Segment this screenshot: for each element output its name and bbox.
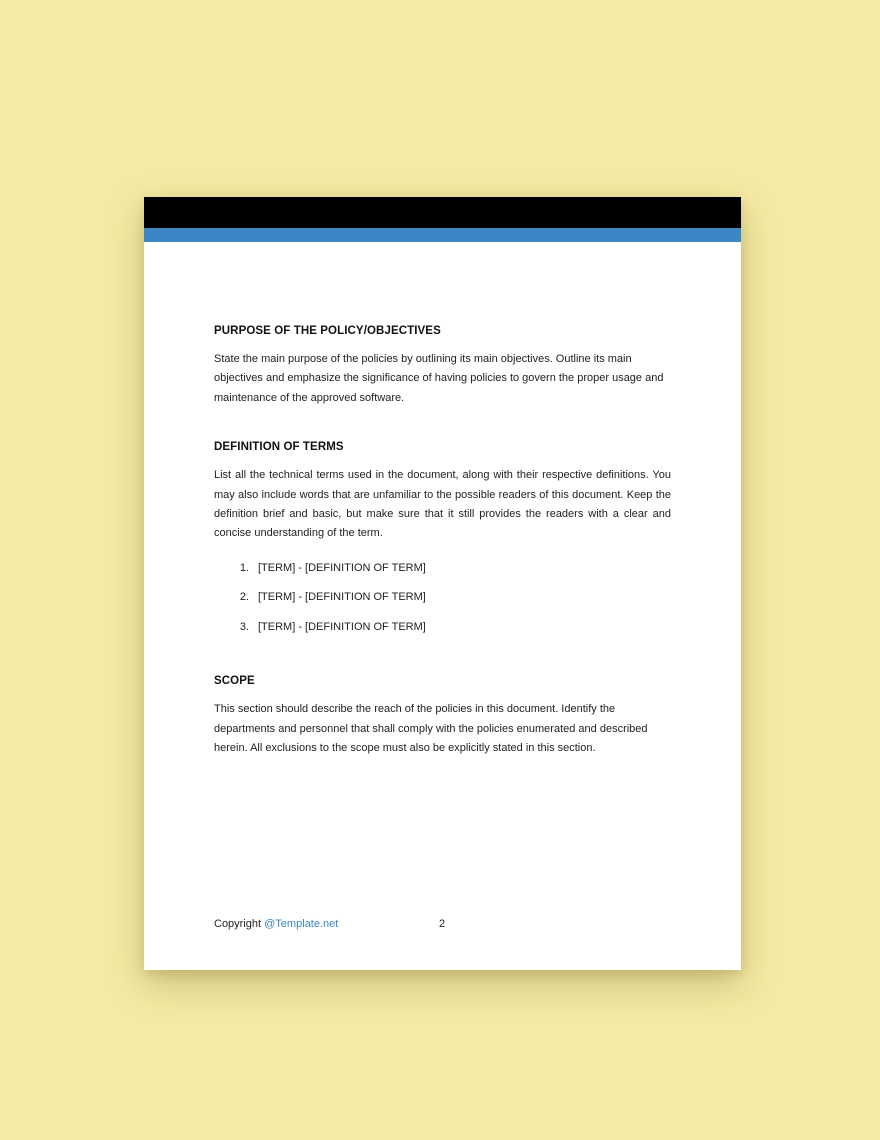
document-content [214, 325, 671, 759]
list-item-text: [TERM] - [DEFINITION OF TERM] [258, 561, 426, 574]
copyright-link[interactable]: @Template.net [264, 918, 339, 930]
list-item-number: 2. [239, 591, 249, 604]
section-scope [214, 675, 671, 758]
terms-list [214, 560, 671, 649]
list-item [214, 619, 671, 649]
list-item-text: [TERM] - [DEFINITION OF TERM] [258, 620, 426, 633]
document-page [144, 197, 741, 970]
section-paragraph: List all the technical terms used in the document, along with their respective definitions. You may also include words that are unfamiliar to the possible readers of this document. Keep the definition brief and basic, but make sure that it still provides the readers with a clear and concise understanding of the term. [214, 469, 671, 540]
list-item-number: 3. [239, 620, 249, 633]
section-purpose [214, 325, 671, 408]
section-heading: SCOPE [214, 675, 255, 688]
list-item [214, 589, 671, 619]
header-black-band [144, 197, 741, 228]
section-definition-of-terms [214, 441, 671, 648]
section-heading: PURPOSE OF THE POLICY/OBJECTIVES [214, 325, 441, 337]
page-footer [214, 918, 671, 930]
section-paragraph: This section should describe the reach of the policies in this document. Identify the departments and personnel that shall comply with the policies enumerated and described herein. All exclusions to the scope must also be explicitly stated in this section. [214, 703, 648, 755]
list-item [214, 560, 671, 590]
list-item-text: [TERM] - [DEFINITION OF TERM] [258, 591, 426, 604]
section-paragraph: State the main purpose of the policies by outlining its main objectives. Outline its main objectives and emphasize the significance of having policies to govern the proper usage and maintenance of the approved software. [214, 353, 664, 404]
list-item-number: 1. [239, 561, 249, 574]
copyright-label: Copyright [214, 918, 262, 930]
header-blue-band [144, 228, 741, 242]
section-heading: DEFINITION OF TERMS [214, 441, 344, 454]
page-number: 2 [439, 918, 446, 930]
